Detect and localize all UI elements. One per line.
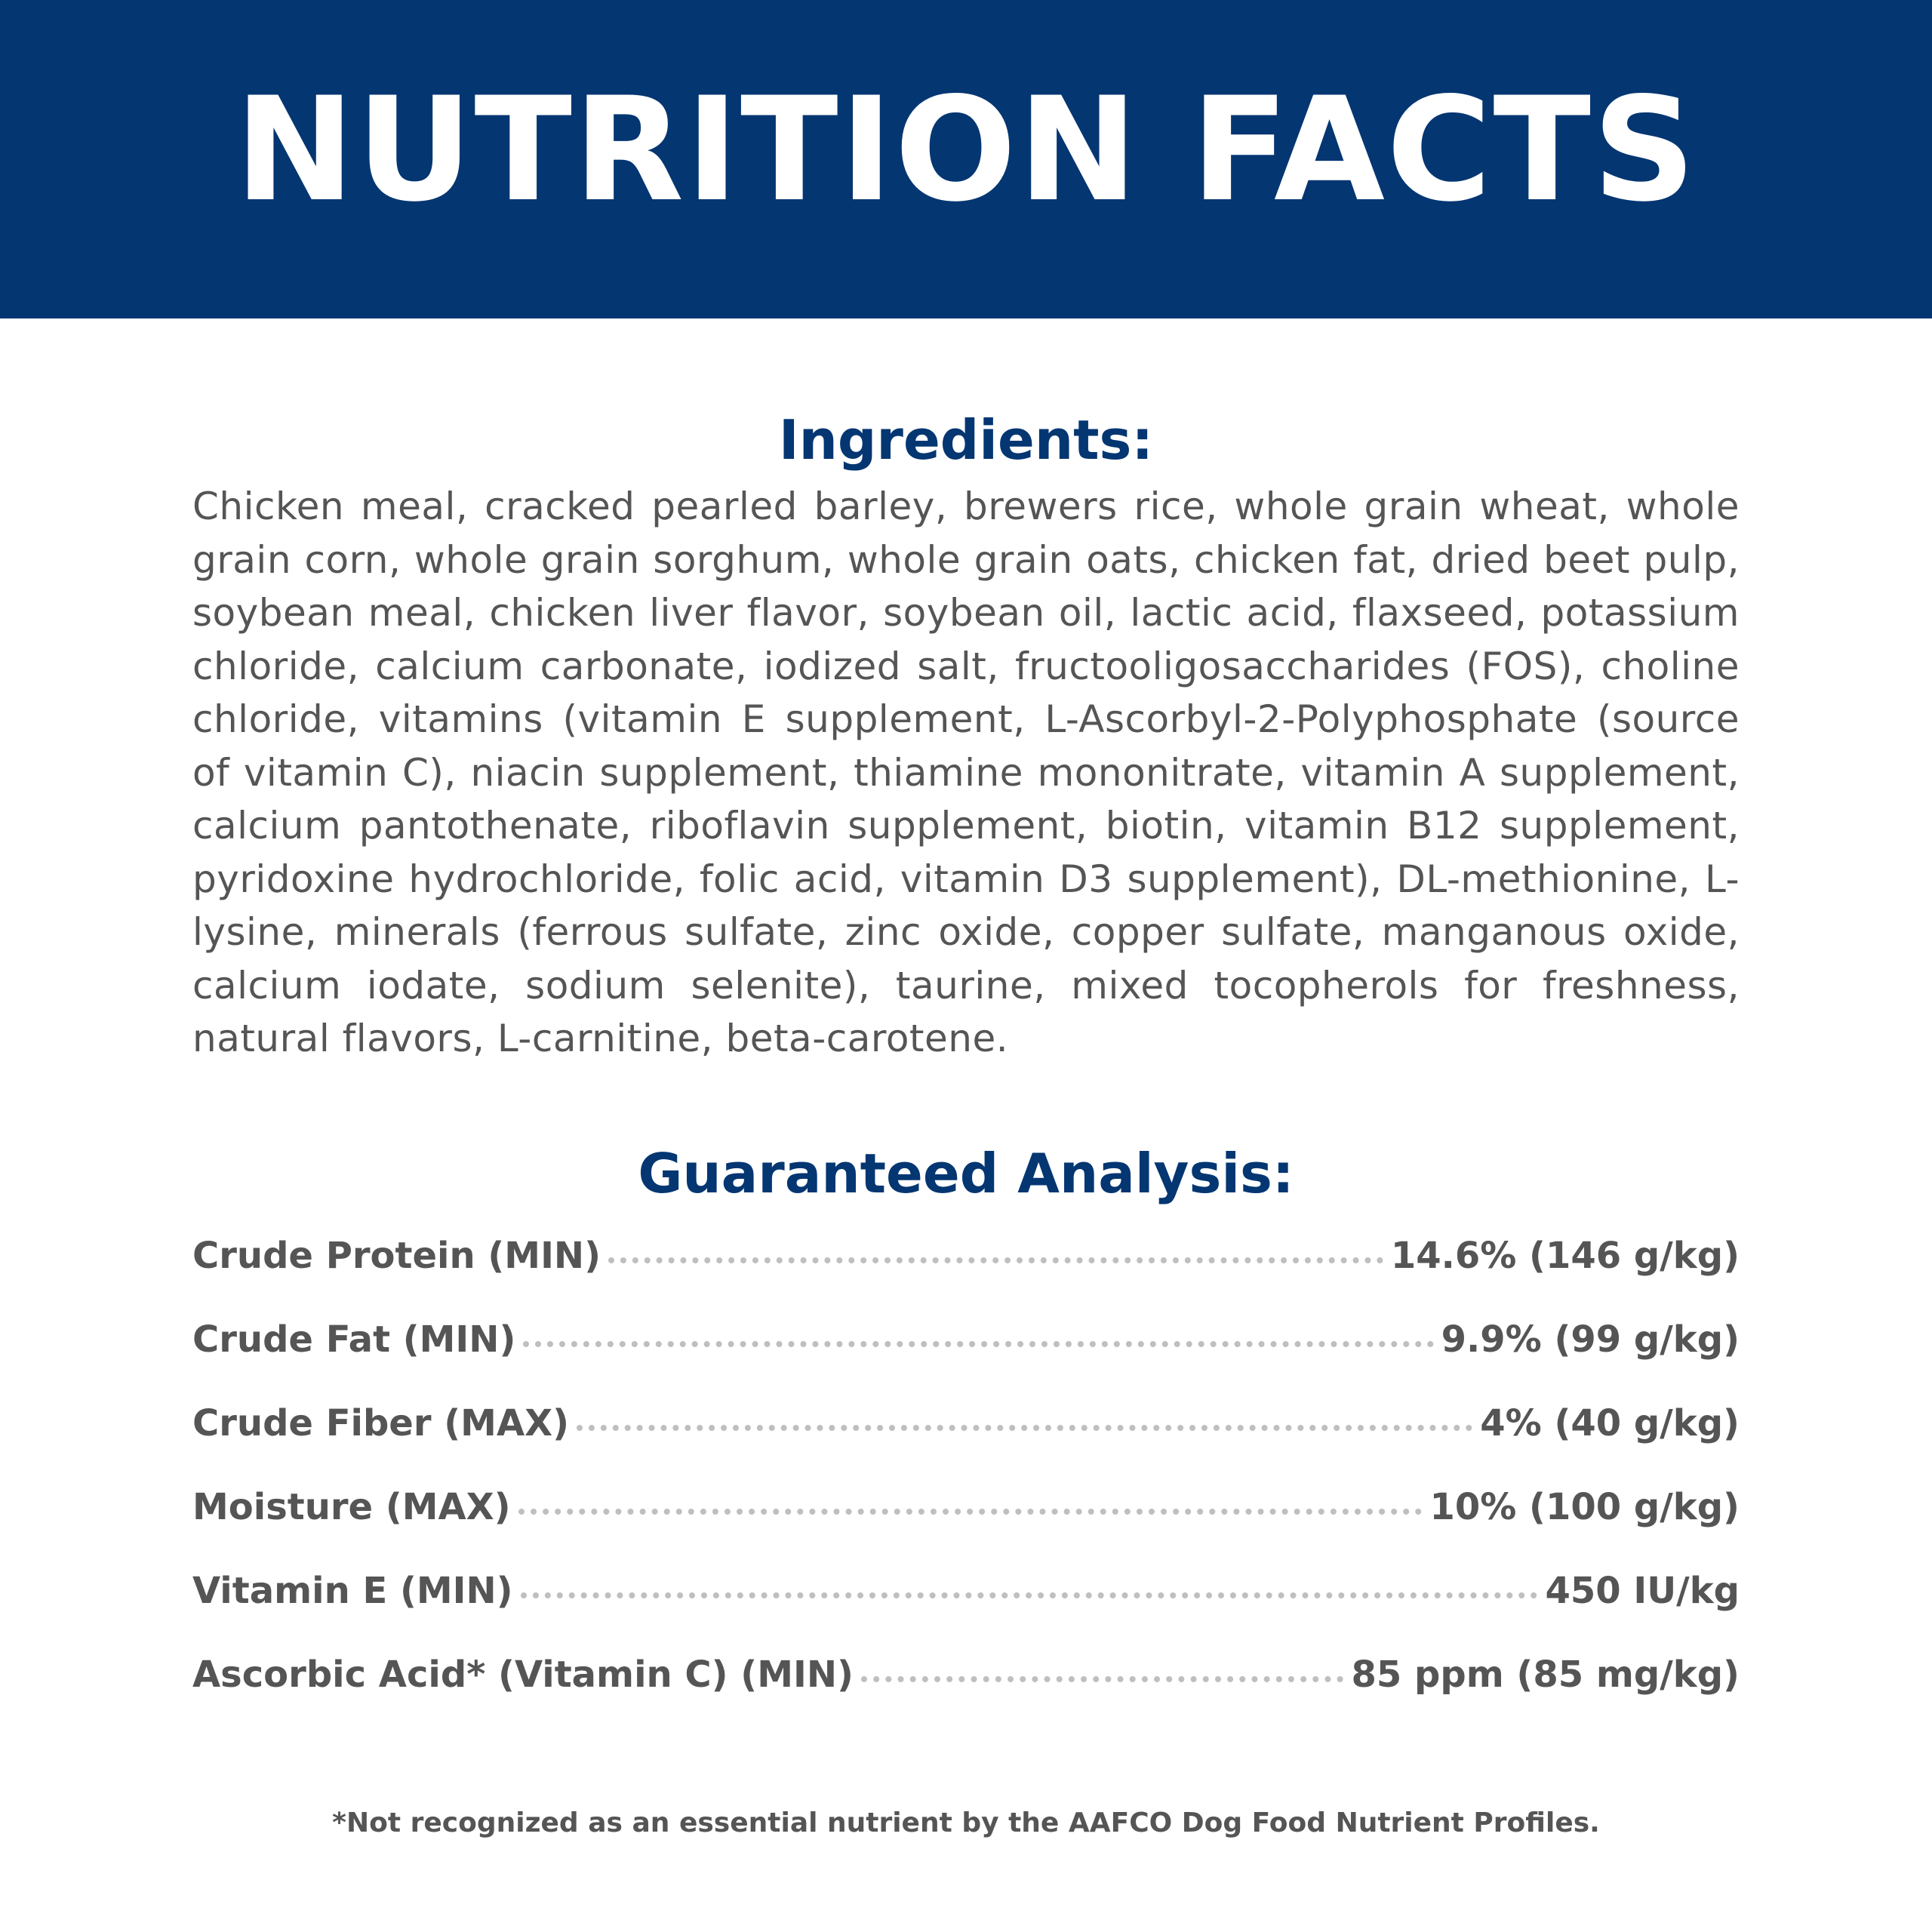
dotted-leader xyxy=(523,1341,1433,1347)
dotted-leader xyxy=(518,1509,1423,1515)
analysis-value: 14.6% (146 g/kg) xyxy=(1390,1235,1740,1278)
analysis-value: 85 ppm (85 mg/kg) xyxy=(1351,1654,1740,1697)
analysis-row-crude-fiber xyxy=(192,1402,1740,1486)
analysis-label: Vitamin E (MIN) xyxy=(192,1570,513,1613)
dotted-leader xyxy=(608,1257,1383,1263)
analysis-value: 4% (40 g/kg) xyxy=(1480,1402,1740,1445)
guaranteed-analysis-heading: Guaranteed Analysis: xyxy=(638,1141,1294,1205)
analysis-value: 450 IU/kg xyxy=(1545,1570,1740,1613)
analysis-row-moisture xyxy=(192,1486,1740,1570)
analysis-value: 9.9% (99 g/kg) xyxy=(1441,1318,1740,1361)
analysis-row-ascorbic-acid xyxy=(192,1654,1740,1737)
analysis-label: Crude Protein (MIN) xyxy=(192,1235,601,1278)
dotted-leader xyxy=(577,1425,1472,1431)
analysis-row-crude-protein xyxy=(192,1235,1740,1318)
analysis-row-vitamin-e xyxy=(192,1570,1740,1654)
analysis-label: Moisture (MAX) xyxy=(192,1486,511,1529)
dotted-leader xyxy=(861,1676,1344,1682)
analysis-value: 10% (100 g/kg) xyxy=(1429,1486,1740,1529)
footnote: *Not recognized as an essential nutrient by the AAFCO Dog Food Nutrient Profiles. xyxy=(332,1807,1600,1838)
analysis-row-crude-fat xyxy=(192,1318,1740,1402)
ingredients-text: Chicken meal, cracked pearled barley, brewers rice, whole grain wheat, whole grain corn, whole grain sorghum, whole grain oats, chicken fat, dried beet pulp, soybean meal, chicken liver flavor, soybean oil, lactic acid, flaxseed, potassium chloride, calcium carbonate, iodized salt, fructooligosaccharides (FOS), choline chloride, vitamins (vitamin E supplement, L-Ascorbyl-2-Polyphosphate (source of vitamin C), niacin supplement, thiamine mononitrate, vitamin A supplement, calcium pantothenate, riboflavin supplement, biotin, vitamin B12 supplement, pyridoxine hydrochloride, folic acid, vitamin D3 supplement), DL-methionine, L-lysine, minerals (ferrous sulfate, zinc oxide, copper sulfate, manganous oxide, calcium iodate, sodium selenite), taurine, mixed tocopherols for freshness, natural flavors, L-carnitine, beta-carotene. xyxy=(192,485,1740,1061)
analysis-label: Ascorbic Acid* (Vitamin C) (MIN) xyxy=(192,1654,854,1697)
analysis-label: Crude Fat (MIN) xyxy=(192,1318,516,1361)
main-content xyxy=(192,408,1740,1737)
page-title: NUTRITION FACTS xyxy=(235,66,1697,233)
analysis-label: Crude Fiber (MAX) xyxy=(192,1402,570,1445)
header-banner xyxy=(0,0,1932,318)
dotted-leader xyxy=(521,1592,1538,1598)
guaranteed-analysis-list xyxy=(192,1235,1740,1737)
ingredients-heading: Ingredients: xyxy=(778,408,1154,472)
